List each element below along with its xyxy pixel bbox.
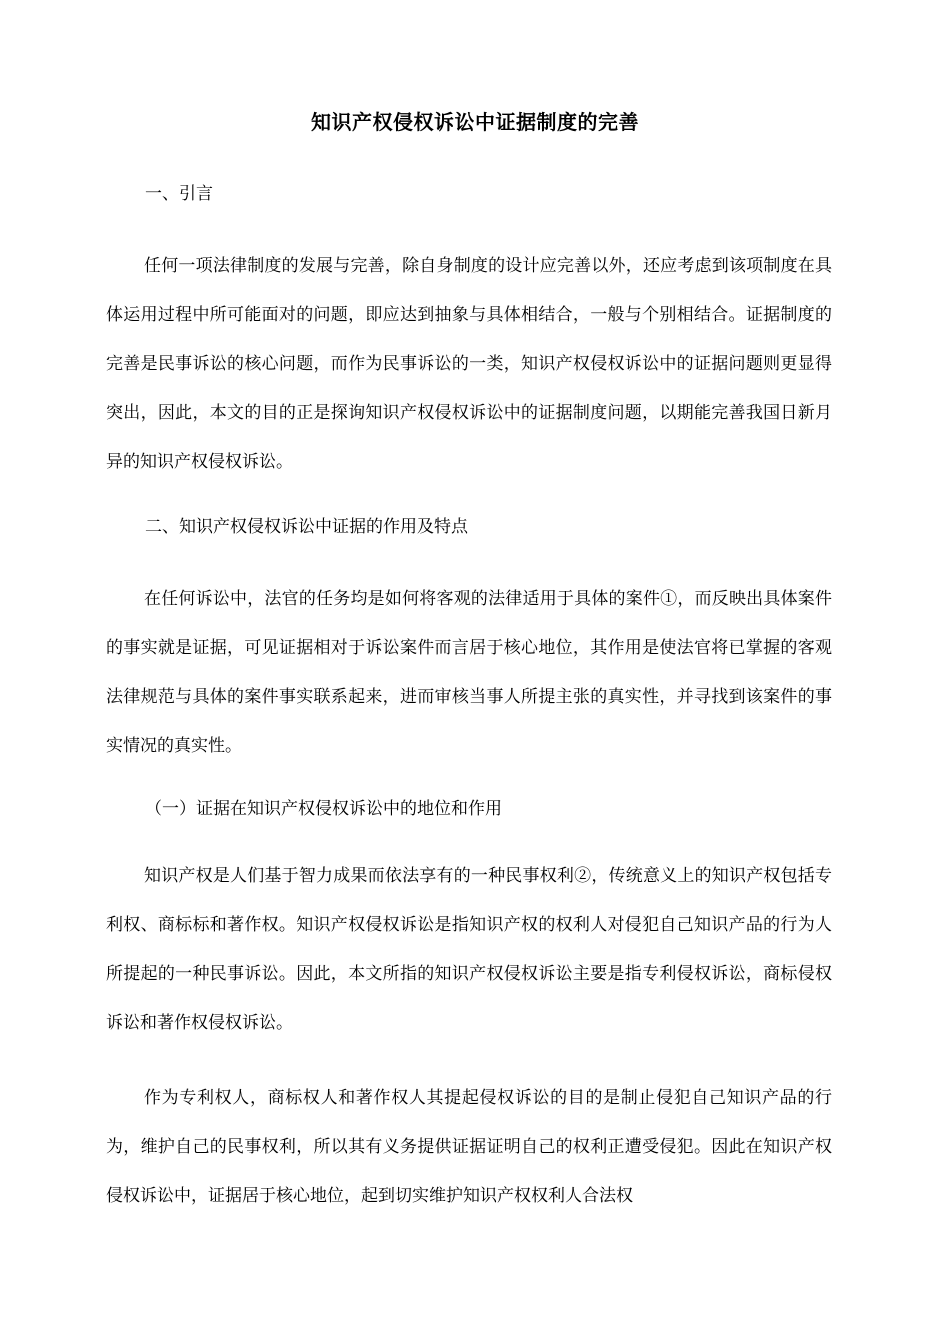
section-heading-role: 二、知识产权侵权诉讼中证据的作用及特点	[145, 517, 468, 537]
paragraph-definition: 知识产权是人们基于智力成果而依法享有的一种民事权利②，传统意义上的知识产权包括专利权、商标标和著作权。知识产权侵权诉讼是指知识产权的权利人对侵犯自己知识产品的行为人所提起的一种民事诉讼。因此，本文所指的知识产权侵权诉讼主要是指专利侵权诉讼，商标侵权诉讼和著作权侵权诉讼。	[106, 866, 832, 1033]
paragraph-purpose: 作为专利权人，商标权人和著作权人其提起侵权诉讼的目的是制止侵犯自己知识产品的行为，维护自己的民事权利，所以其有义务提供证据证明自己的权利正遭受侵犯。因此在知识产权侵权诉讼中，证据居于核心地位，起到切实维护知识产权权利人合法权	[106, 1088, 832, 1206]
subsection-heading-status: （一）证据在知识产权侵权诉讼中的地位和作用	[145, 799, 502, 819]
paragraph-role: 在任何诉讼中，法官的任务均是如何将客观的法律适用于具体的案件①，而反映出具体案件的事实就是证据，可见证据相对于诉讼案件而言居于核心地位，其作用是使法官将已掌握的客观法律规范与具体的案件事实联系起来，进而审核当事人所提主张的真实性，并寻找到该案件的事实情况的真实性。	[106, 589, 832, 756]
section-heading-intro: 一、引言	[145, 184, 213, 204]
paragraph-intro: 任何一项法律制度的发展与完善，除自身制度的设计应完善以外，还应考虑到该项制度在具体运用过程中所可能面对的问题，即应达到抽象与具体相结合，一般与个别相结合。证据制度的完善是民事诉讼的核心问题，而作为民事诉讼的一类，知识产权侵权诉讼中的证据问题则更显得突出，因此，本文的目的正是探询知识产权侵权诉讼中的证据制度问题，以期能完善我国日新月异的知识产权侵权诉讼。	[106, 256, 832, 472]
document-title: 知识产权侵权诉讼中证据制度的完善	[311, 110, 639, 134]
